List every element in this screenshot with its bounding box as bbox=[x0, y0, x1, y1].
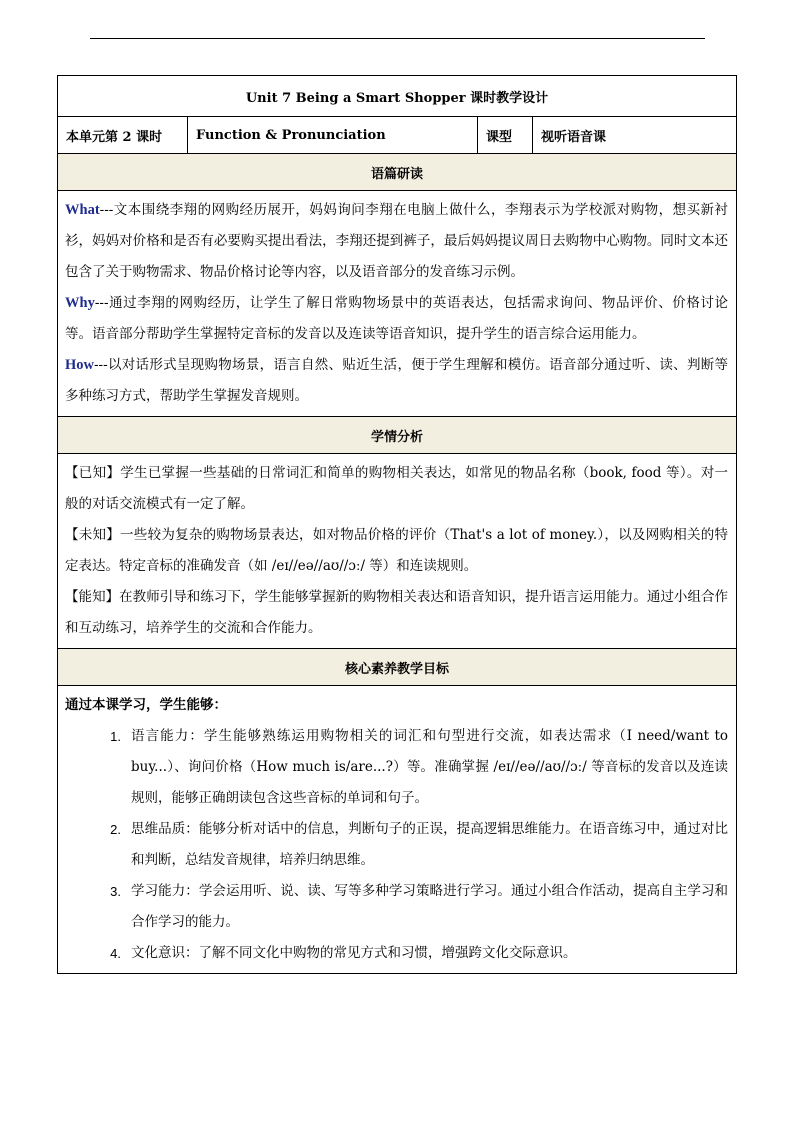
objective-item bbox=[65, 876, 728, 938]
text-analysis-body bbox=[58, 191, 737, 417]
section-heading-text-analysis: 语篇研读 bbox=[58, 154, 737, 191]
objective-item bbox=[65, 938, 728, 969]
objective-text: 学习能力：学会运用听、说、读、写等多种学习策略进行学习。通过小组合作活动，提高自主学习和合作学习的能力。 bbox=[131, 883, 729, 930]
how-label: How bbox=[65, 357, 94, 373]
why-label: Why bbox=[65, 295, 95, 311]
achievable-paragraph: 【能知】在教师引导和练习下，学生能够掌握新的购物相关表达和语音知识，提升语言运用能力。通过小组合作和互动练习，培养学生的交流和合作能力。 bbox=[65, 589, 729, 636]
objective-text: 语言能力：学生能够熟练运用购物相关的词汇和句型进行交流，如表达需求（I need/want to buy...）、询问价格（How much is/are...?）等。准确掌握 /eɪ//eə//aʊ//ɔː/ 等音标的发音以及连读规则，能够正确朗读包含这些音标的单词和句子。 bbox=[131, 728, 729, 806]
objective-number: 1. bbox=[110, 729, 121, 744]
objective-text: 文化意识：了解不同文化中购物的常见方式和习惯，增强跨文化交际意识。 bbox=[131, 945, 577, 961]
known-paragraph: 【已知】学生已掌握一些基础的日常词汇和简单的购物相关表达，如常见的物品名称（book, food 等）。对一般的对话交流模式有一定了解。 bbox=[65, 465, 729, 512]
type-label: 课型 bbox=[478, 117, 533, 154]
lesson-plan-table bbox=[57, 75, 737, 974]
header-rule bbox=[90, 38, 705, 39]
document-title: Unit 7 Being a Smart Shopper 课时教学设计 bbox=[58, 76, 737, 117]
what-label: What bbox=[65, 202, 100, 218]
what-text: ---文本围绕李翔的网购经历展开，妈妈询问李翔在电脑上做什么，李翔表示为学校派对购物，想买新衬衫，妈妈对价格和是否有必要购买提出看法，李翔还提到裤子，最后妈妈提议周日去购物中心购物。同时文本还包含了关于购物需求、物品价格讨论等内容，以及语音部分的发音练习示例。 bbox=[65, 202, 729, 280]
objective-item bbox=[65, 814, 728, 876]
objective-item bbox=[65, 721, 728, 814]
topic-value: Function & Pronunciation bbox=[188, 117, 478, 154]
how-text: ---以对话形式呈现购物场景，语言自然、贴近生活，便于学生理解和模仿。语音部分通过听、读、判断等多种练习方式，帮助学生掌握发音规则。 bbox=[65, 357, 729, 404]
objectives-body bbox=[58, 686, 737, 974]
objective-text: 思维品质：能够分析对话中的信息，判断句子的正误，提高逻辑思维能力。在语音练习中，通过对比和判断，总结发音规律，培养归纳思维。 bbox=[131, 821, 729, 868]
type-value: 视听语音课 bbox=[533, 117, 737, 154]
how-paragraph bbox=[65, 350, 728, 412]
section-heading-learner-analysis: 学情分析 bbox=[58, 417, 737, 454]
objectives-list bbox=[65, 721, 728, 969]
section-heading-objectives: 核心素养教学目标 bbox=[58, 649, 737, 686]
objectives-intro: 通过本课学习，学生能够： bbox=[65, 697, 227, 713]
objective-number: 4. bbox=[110, 946, 121, 961]
period-label: 本单元第 2 课时 bbox=[58, 117, 188, 154]
what-paragraph bbox=[65, 195, 728, 288]
learner-analysis-body bbox=[58, 454, 737, 649]
unknown-paragraph: 【未知】一些较为复杂的购物场景表达，如对物品价格的评价（That's a lot of money.），以及网购相关的特定表达。特定音标的准确发音（如 /eɪ//eə//aʊ//ɔː/ 等）和连读规则。 bbox=[65, 527, 729, 574]
objective-number: 2. bbox=[110, 822, 121, 837]
objective-number: 3. bbox=[110, 884, 121, 899]
why-text: ---通过李翔的网购经历，让学生了解日常购物场景中的英语表达，包括需求询问、物品评价、价格讨论等。语音部分帮助学生掌握特定音标的发音以及连读等语音知识，提升学生的语言综合运用能力。 bbox=[65, 295, 729, 342]
why-paragraph bbox=[65, 288, 728, 350]
